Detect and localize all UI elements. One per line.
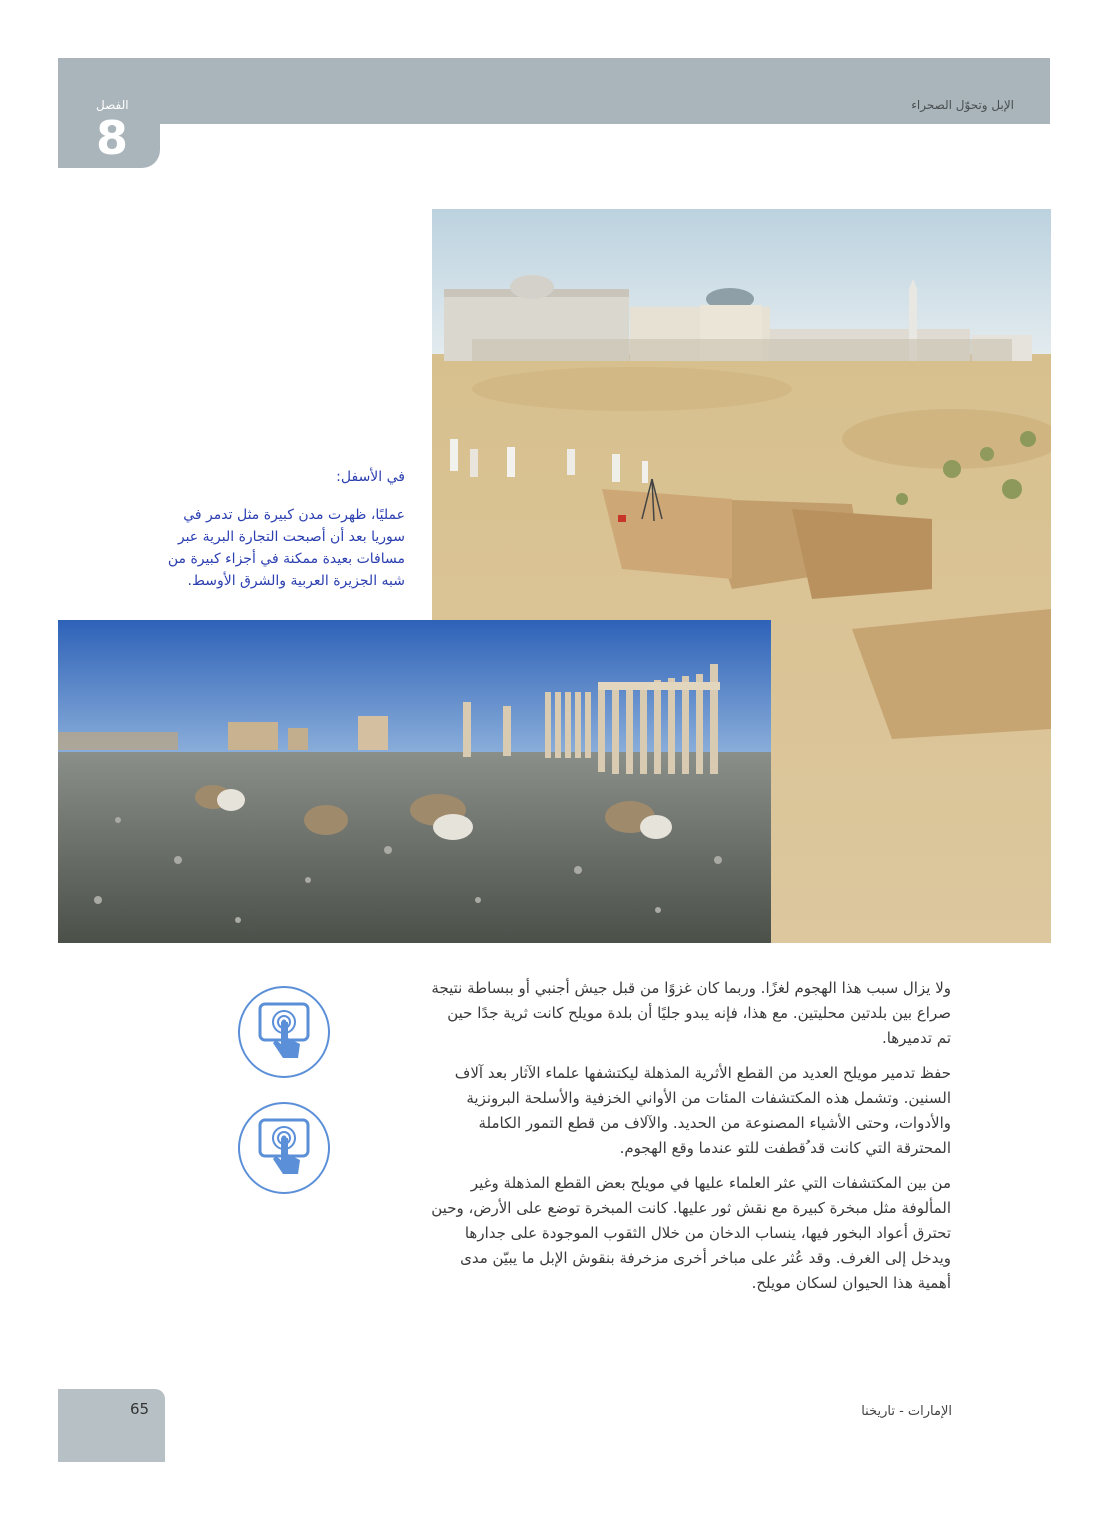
paragraph: ولا يزال سبب هذا الهجوم لغزًا. وربما كان غزوًا من قبل جيش أجنبي أو ببساطة نتيجة صراع بين بلدتين محليتين. مع هذا، فإنه يبدو جليًا أن بلدة مويلح كانت ثرية جدًا حين تم تدميرها.: [431, 979, 951, 1047]
header-bar: [58, 58, 1050, 124]
interactive-touch-icon[interactable]: [238, 986, 330, 1078]
caption-heading: في الأسفل:: [336, 469, 405, 485]
caption-text: عمليًا، ظهرت مدن كبيرة مثل تدمر في سوريا بعد أن أصبحت التجارة البرية عبر مسافات بعيدة ممكنة في أجزاء كبيرة من شبه الجزيرة العربية والشرق الأوسط.: [167, 507, 405, 589]
palmyra-photo: [58, 620, 771, 943]
chapter-number: 8: [96, 111, 129, 165]
paragraph: من بين المكتشفات التي عثر العلماء عليها في مويلح بعض القطع المذهلة وغير المألوفة مثل مبخرة كبيرة مع نقش ثور عليها. كانت المبخرة توضع على الأرض، وحين تحترق أعواد البخور فيها، ينساب الدخان من خلال الثقوب الموجودة على جدارها ويدخل إلى الغرف. وقد عُثر على مباخر أخرى مزخرفة بنقوش الإبل ما يبيّن مدى أهمية هذا الحيوان لسكان مويلح.: [431, 1174, 951, 1292]
page-number: 65: [130, 1400, 150, 1418]
touch-screen-icon: [240, 1104, 328, 1192]
footer-book-title: الإمارات - تاريخنا: [861, 1404, 952, 1419]
palmyra-photo-illustration: [58, 620, 771, 943]
header-title: الإبل وتحوّل الصحراء: [911, 98, 1014, 112]
touch-screen-icon: [240, 988, 328, 1076]
photo-caption: [155, 466, 405, 592]
interactive-touch-icon[interactable]: [238, 1102, 330, 1194]
chapter-label: الفصل: [96, 98, 129, 112]
body-text: [431, 976, 951, 1306]
paragraph: حفظ تدمير مويلح العديد من القطع الأثرية المذهلة ليكتشفها علماء الآثار بعد آلاف السنين. وتشمل هذه المكتشفات المئات من الأواني الخزفية والأسلحة البرونزية والأدوات، وحتى الأشياء المصنوعة من الحديد. والآلاف من قطع التمور الكاملة المحترقة التي كانت قد ُقطفت للتو عندما وقع الهجوم.: [454, 1064, 951, 1157]
